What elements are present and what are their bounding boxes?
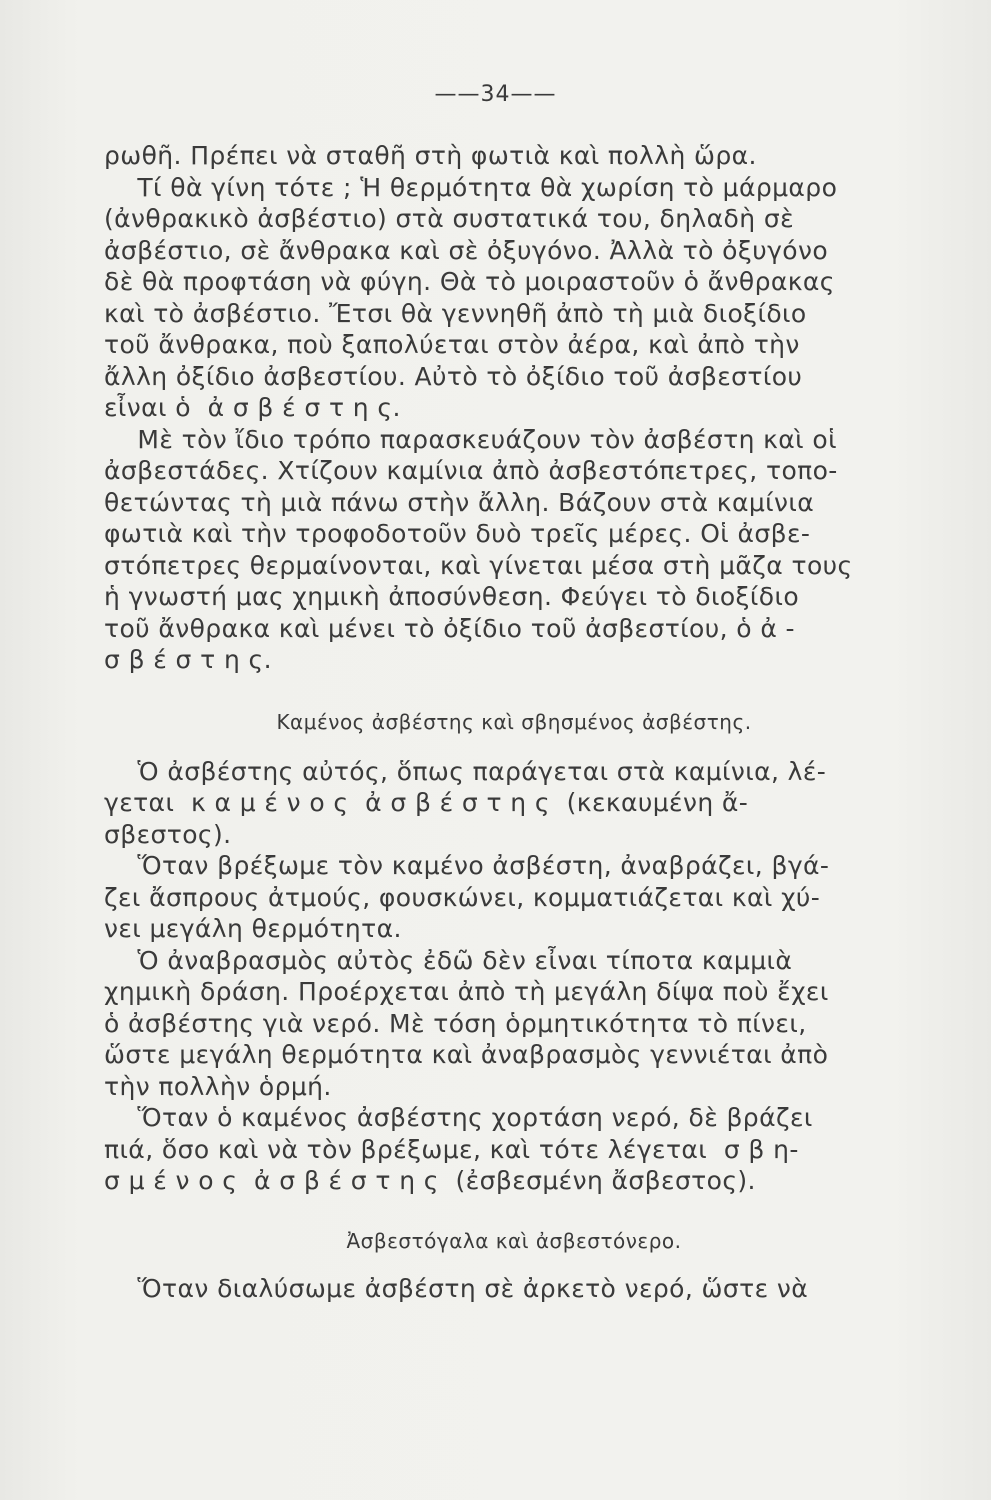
text-line: Ὅταν ὁ καμένος ἀσβέστης χορτάση νερό, δὲ βράζει: [104, 1103, 813, 1132]
text-line: Μὲ τὸν ἴδιο τρόπο παρασκευάζουν τὸν ἀσβέστη καὶ οἱ: [104, 424, 837, 454]
text-line: ὥστε μεγάλη θερμότητα καὶ ἀναβρασμὸς γεννιέται ἀπὸ: [104, 1040, 829, 1069]
text-line: θετώντας τὴ μιὰ πάνω στὴν ἄλλη. Βάζουν στὰ καμίνια: [104, 487, 815, 517]
text-line: ἄλλη ὀξίδιο ἀσβεστίου. Αὐτὸ τὸ ὀξίδιο τοῦ ἀσβεστίου: [104, 361, 803, 391]
section-heading: Ἀσβεστόγαλα καὶ ἀσβεστόνερο.: [346, 1228, 682, 1253]
text-line: νει μεγάλη θερμότητα.: [104, 914, 402, 943]
text-line: χημικὴ δράση. Προέρχεται ἀπὸ τὴ μεγάλη δίψα ποὺ ἔχει: [104, 977, 829, 1006]
text-line: γεται κ α μ έ ν ο ς ἀ σ β έ σ τ η ς (κεκαυμένη ἄ-: [104, 788, 749, 817]
section-heading: Καμένος ἀσβέστης καὶ σβησμένος ἀσβέστης.: [276, 709, 752, 734]
text-line: δὲ θὰ προφτάση νὰ φύγη. Θὰ τὸ μοιραστοῦν ὁ ἄνθρακας: [104, 267, 835, 296]
page-body: [104, 140, 924, 1304]
text-line: τὴν πολλὴν ὁρμή.: [104, 1071, 332, 1101]
text-line: ἀσβεστάδες. Χτίζουν καμίνια ἀπὸ ἀσβεστόπετρες, τοπο-: [104, 456, 838, 485]
text-line: πιά, ὅσο καὶ νὰ τὸν βρέξωμε, καὶ τότε λέγεται σ β η-: [104, 1134, 799, 1164]
text-line: καὶ τὸ ἀσβέστιο. Ἔτσι θὰ γεννηθῆ ἀπὸ τὴ μιὰ διοξίδιο: [104, 298, 807, 328]
text-line: στόπετρες θερμαίνονται, καὶ γίνεται μέσα στὴ μᾶζα τους: [104, 550, 853, 580]
text-line: ζει ἄσπρους ἀτμούς, φουσκώνει, κομματιάζεται καὶ χύ-: [104, 882, 821, 912]
text-line: ρωθῆ. Πρέπει νὰ σταθῆ στὴ φωτιὰ καὶ πολλὴ ὥρα.: [104, 141, 757, 170]
text-line: σ β έ σ τ η ς.: [104, 645, 272, 674]
text-line: ἡ γνωστή μας χημικὴ ἀποσύνθεση. Φεύγει τὸ διοξίδιο: [104, 582, 800, 611]
text-line: Ὅταν βρέξωμε τὸν καμένο ἀσβέστη, ἀναβράζει, βγά-: [104, 851, 830, 880]
text-line: Τί θὰ γίνη τότε ; Ἡ θερμότητα θὰ χωρίση τὸ μάρμαρο: [104, 172, 838, 202]
text-line: (ἀνθρακικὸ ἀσβέστιο) στὰ συστατικά του, δηλαδὴ σὲ: [104, 204, 794, 233]
text-line: ἀσβέστιο, σὲ ἄνθρακα καὶ σὲ ὀξυγόνο. Ἀλλὰ τὸ ὀξυγόνο: [104, 235, 829, 265]
text-line: τοῦ ἄνθρακα καὶ μένει τὸ ὀξίδιο τοῦ ἀσβεστίου, ὁ ἀ -: [104, 613, 795, 643]
text-line: Ὁ ἀναβρασμὸς αὐτὸς ἐδῶ δὲν εἶναι τίποτα καμμιὰ: [104, 945, 793, 975]
text-line: ὁ ἀσβέστης γιὰ νερό. Μὲ τόση ὁρμητικότητα τὸ πίνει,: [104, 1008, 807, 1038]
text-line: σ μ έ ν ο ς ἀ σ β έ σ τ η ς (ἐσβεσμένη ἄσβεστος).: [104, 1166, 756, 1195]
page-number: ——34——: [434, 82, 557, 107]
text-line: φωτιὰ καὶ τὴν τροφοδοτοῦν δυὸ τρεῖς μέρες. Οἱ ἀσβε-: [104, 519, 811, 548]
text-line: Ὅταν διαλύσωμε ἀσβέστη σὲ ἀρκετὸ νερό, ὥστε νὰ: [104, 1273, 809, 1303]
text-line: Ὁ ἀσβέστης αὐτός, ὅπως παράγεται στὰ καμίνια, λέ-: [104, 756, 827, 786]
text-line: εἶναι ὁ ἀ σ β έ σ τ η ς.: [104, 393, 401, 422]
text-line: τοῦ ἄνθρακα, ποὺ ξαπολύεται στὸν ἀέρα, καὶ ἀπὸ τὴν: [104, 330, 800, 359]
text-line: σβεστος).: [104, 819, 232, 849]
